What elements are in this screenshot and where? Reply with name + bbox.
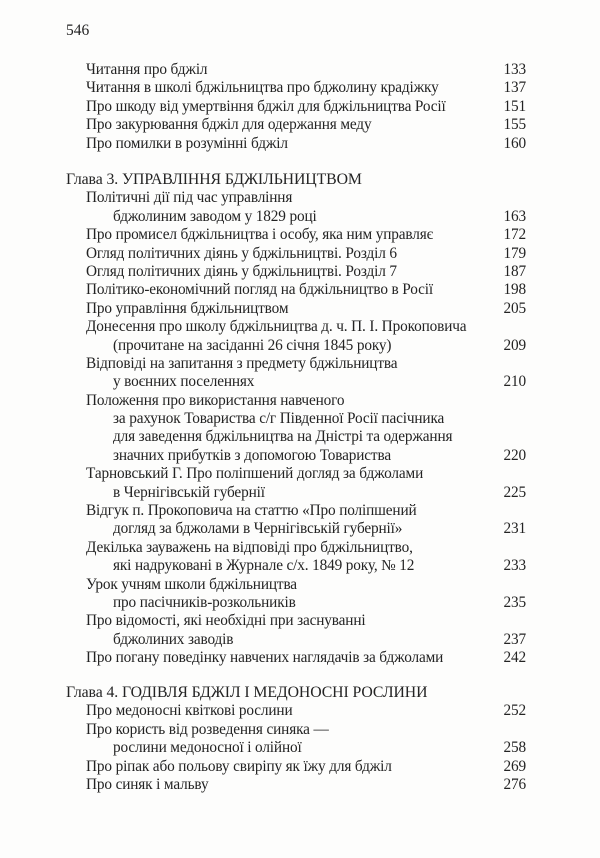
toc-entry-title: у воєнних поселеннях bbox=[113, 373, 255, 391]
toc-entry-page: 137 bbox=[503, 79, 526, 97]
toc-entry-page: 172 bbox=[503, 226, 526, 244]
toc-entry[interactable] bbox=[66, 539, 526, 576]
toc-entry-title: в Чернігівській губернії bbox=[113, 483, 265, 501]
toc-entry-title: Читання про бджіл bbox=[86, 61, 208, 78]
toc-entry[interactable] bbox=[66, 116, 526, 134]
toc-entry-title: Положення про використання навченого bbox=[86, 391, 345, 409]
toc-entry-page: 235 bbox=[503, 593, 526, 611]
toc-entry-title: про пасічників-розкольників bbox=[113, 593, 296, 611]
toc-intro-entries bbox=[66, 61, 526, 153]
toc-entry[interactable] bbox=[66, 576, 526, 613]
toc-entry-title: Донесення про школу бджільництва д. ч. П. І. Прокоповича bbox=[86, 318, 467, 336]
toc-entry-page: 233 bbox=[503, 557, 526, 575]
toc-entry-title: Урок учням школи бджільництва bbox=[86, 575, 297, 593]
toc-entry-page: 231 bbox=[503, 520, 526, 538]
toc-entry-page: 163 bbox=[503, 207, 526, 225]
toc-entry-title: Читання в школі бджільництва про бджолину крадіжку bbox=[86, 79, 439, 97]
toc-entry-page: 242 bbox=[503, 649, 526, 667]
toc-entry-page: 209 bbox=[503, 336, 526, 354]
toc-entry-title: Про відомості, які необхідні при заснуванні bbox=[86, 612, 366, 630]
toc-entry-title: Відповіді на запитання з предмету бджільництва bbox=[86, 354, 398, 372]
toc-entry-title: Про користь від розведення синяка — bbox=[86, 720, 329, 738]
toc-entry-page: 151 bbox=[503, 97, 526, 115]
toc-entry-page: 276 bbox=[503, 775, 526, 793]
toc-entry-title: бджолиним заводом у 1829 році bbox=[113, 207, 317, 225]
toc-entry-page: 220 bbox=[503, 446, 526, 464]
toc-entry-page: 198 bbox=[503, 281, 526, 299]
toc-entry[interactable] bbox=[66, 392, 526, 466]
toc-entry-title: для заведення бджільництва на Дністрі та одержання bbox=[113, 428, 453, 446]
toc-entry-page: 210 bbox=[503, 373, 526, 391]
toc-entry-page: 252 bbox=[503, 702, 526, 720]
toc-entry-title: за рахунок Товариства с/г Південної Росії пасічника bbox=[113, 410, 445, 428]
toc-entry[interactable] bbox=[66, 758, 526, 776]
toc-entry-title: Про управління бджільництвом bbox=[86, 299, 289, 317]
toc-entry-page: 160 bbox=[503, 134, 526, 152]
toc-entry-title: рослини медоносної і олійної bbox=[113, 739, 302, 757]
toc-entry[interactable] bbox=[66, 355, 526, 392]
toc-entry-page: 237 bbox=[503, 630, 526, 648]
toc-entry-title: Про синяк і мальву bbox=[86, 775, 209, 793]
toc-entry-title: Про помилки в розумінні бджіл bbox=[86, 134, 288, 152]
toc-entry[interactable] bbox=[66, 721, 526, 758]
toc-entry-page: 225 bbox=[503, 483, 526, 501]
toc-entry-title: Тарновський Г. Про поліпшений догляд за бджолами bbox=[86, 465, 424, 483]
toc-entry-page: 179 bbox=[503, 244, 526, 262]
toc-entry-title: Декілька зауважень на відповіді про бджільництво, bbox=[86, 538, 413, 556]
toc-entry[interactable] bbox=[66, 189, 526, 226]
toc-entry-title: Про медоносні квіткові рослини bbox=[86, 702, 293, 720]
toc-entry-title: які надруковані в Журнале с/х. 1849 року, № 12 bbox=[113, 557, 415, 575]
toc-entry-title: Політико-економічний погляд на бджільництво в Росії bbox=[86, 281, 433, 299]
toc-entry[interactable] bbox=[66, 226, 526, 244]
toc-entry-title: Про шкоду від умертвіння бджіл для бджільництва Росії bbox=[86, 97, 446, 115]
toc-entry-page: 269 bbox=[503, 757, 526, 775]
toc-entry-title: Відгук п. Прокоповича на статтю «Про поліпшений bbox=[86, 502, 417, 520]
toc-entry-title: значних прибутків з допомогою Товариства bbox=[113, 446, 391, 464]
toc-entry[interactable] bbox=[66, 281, 526, 299]
toc-entry[interactable] bbox=[66, 776, 526, 794]
toc-entry-title: Про ріпак або польову свиріпу як їжу для бджіл bbox=[86, 757, 392, 775]
toc-entry[interactable] bbox=[66, 612, 526, 649]
toc-entry[interactable] bbox=[66, 98, 526, 116]
toc-entry-title: Огляд політичних діянь у бджільництві. Розділ 6 bbox=[86, 244, 397, 262]
toc-entry-title: бджолиних заводів bbox=[113, 630, 234, 648]
toc-entry[interactable] bbox=[66, 465, 526, 502]
toc-entry[interactable] bbox=[66, 79, 526, 97]
toc-chapter-4 bbox=[66, 684, 526, 794]
toc-entry-title: догляд за бджолами в Чернігівській губернії» bbox=[113, 520, 403, 538]
toc-entry-page: 205 bbox=[503, 299, 526, 317]
page-number: 546 bbox=[66, 22, 90, 39]
toc-entry[interactable] bbox=[66, 502, 526, 539]
toc-entry-title: Огляд політичних діянь у бджільництві. Розділ 7 bbox=[86, 262, 397, 280]
toc-entry[interactable] bbox=[66, 263, 526, 281]
toc-entry-title: (прочитане на засіданні 26 січня 1845 року) bbox=[113, 336, 392, 354]
toc-entry-title: Політичні дії під час управління bbox=[86, 189, 293, 207]
chapter-heading[interactable]: Глава 3. УПРАВЛІННЯ БДЖІЛЬНИЦТВОМ bbox=[66, 171, 362, 188]
toc-entry[interactable] bbox=[66, 649, 526, 667]
toc-entry[interactable] bbox=[66, 702, 526, 720]
toc-chapter-3 bbox=[66, 171, 526, 668]
toc-entry[interactable] bbox=[66, 61, 526, 79]
toc-entry[interactable] bbox=[66, 318, 526, 355]
toc-entry[interactable] bbox=[66, 135, 526, 153]
toc-entry-title: Про погану поведінку навчених наглядачів за бджолами bbox=[86, 649, 444, 667]
toc-entry-title: Про промисел бджільництва і особу, яка ним управляє bbox=[86, 226, 434, 244]
toc-entry-page: 155 bbox=[503, 116, 526, 134]
toc-entry[interactable] bbox=[66, 300, 526, 318]
toc-entry-page: 133 bbox=[503, 61, 526, 78]
chapter-heading[interactable]: Глава 4. ГОДІВЛЯ БДЖІЛ І МЕДОНОСНІ РОСЛИНИ bbox=[66, 684, 428, 701]
toc-entry[interactable] bbox=[66, 245, 526, 263]
toc-entry-title: Про закурювання бджіл для одержання меду bbox=[86, 116, 372, 134]
toc-entry-page: 258 bbox=[503, 739, 526, 757]
toc-entry-page: 187 bbox=[503, 262, 526, 280]
